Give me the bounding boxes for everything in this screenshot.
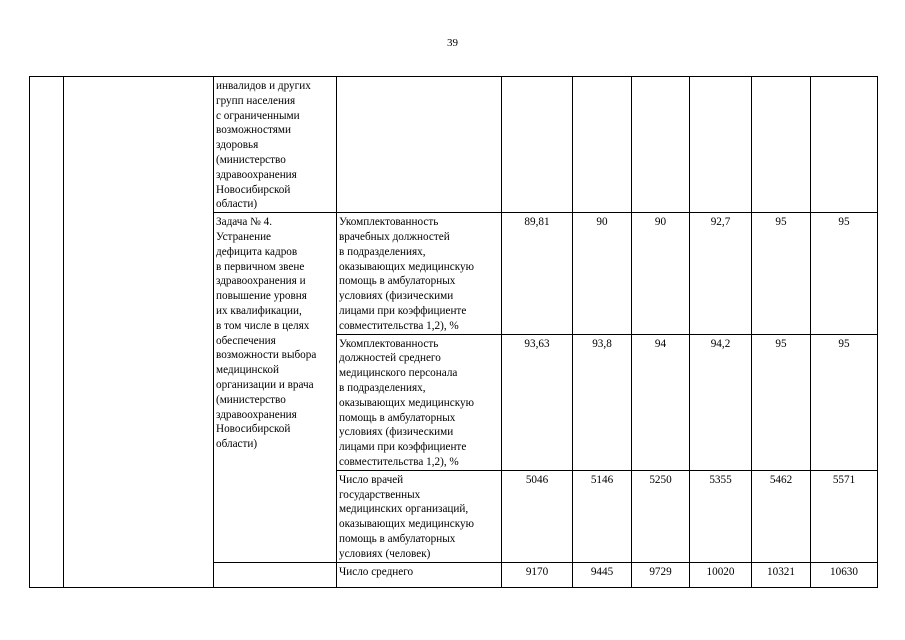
value-cell: 90 [632,213,690,334]
value-cell: 94,2 [690,334,752,470]
value-cell: 9729 [632,562,690,587]
indicator-cell: Число среднего [337,562,502,587]
targets-table [29,76,878,588]
value-cell: 10321 [752,562,811,587]
value-cell: 89,81 [502,213,573,334]
table-row [30,77,878,213]
value-cell: 95 [811,334,878,470]
value-cell: 10020 [690,562,752,587]
program-cell [64,77,214,588]
value-cell: 92,7 [690,213,752,334]
indicator-cell: Укомплектованность должностей среднего медицинского персонала в подразделениях, оказывающих медицинскую помощь в амбулаторных условиях (физическими лицами при коэффициенте совместительства 1,2), % [337,334,502,470]
value-cell: 10630 [811,562,878,587]
value-cell: 93,8 [573,334,632,470]
value-cell: 5046 [502,470,573,562]
value-cell: 94 [632,334,690,470]
value-cell: 93,63 [502,334,573,470]
value-cell [632,77,690,213]
indicator-cell: Число врачей государственных медицинских организаций, оказывающих медицинскую помощь в амбулаторных условиях (человек) [337,470,502,562]
value-cell: 95 [752,213,811,334]
task-cell-empty [214,562,337,587]
indicator-cell: Укомплектованность врачебных должностей в подразделениях, оказывающих медицинскую помощь в амбулаторных условиях (физическими лицами при коэффициенте совместительства 1,2), % [337,213,502,334]
task-cell-continued: инвалидов и других групп населения с ограниченными возможностями здоровья (министерство здравоохранения Новосибирской области) [214,77,337,213]
value-cell [752,77,811,213]
value-cell [811,77,878,213]
value-cell: 95 [752,334,811,470]
value-cell [502,77,573,213]
indicator-cell [337,77,502,213]
value-cell: 5462 [752,470,811,562]
value-cell: 5146 [573,470,632,562]
value-cell: 9170 [502,562,573,587]
page-number: 39 [447,37,458,49]
value-cell [573,77,632,213]
value-cell: 5250 [632,470,690,562]
value-cell: 9445 [573,562,632,587]
value-cell: 5355 [690,470,752,562]
value-cell: 95 [811,213,878,334]
value-cell: 5571 [811,470,878,562]
task-cell-4: Задача № 4. Устранение дефицита кадров в первичном звене здравоохранения и повышение уровня их квалификации, в том числе в целях обеспечения возможности выбора медицинской организации и врача (министерство здравоохранения Новосибирской области) [214,213,337,562]
value-cell: 90 [573,213,632,334]
value-cell [690,77,752,213]
number-cell [30,77,64,588]
